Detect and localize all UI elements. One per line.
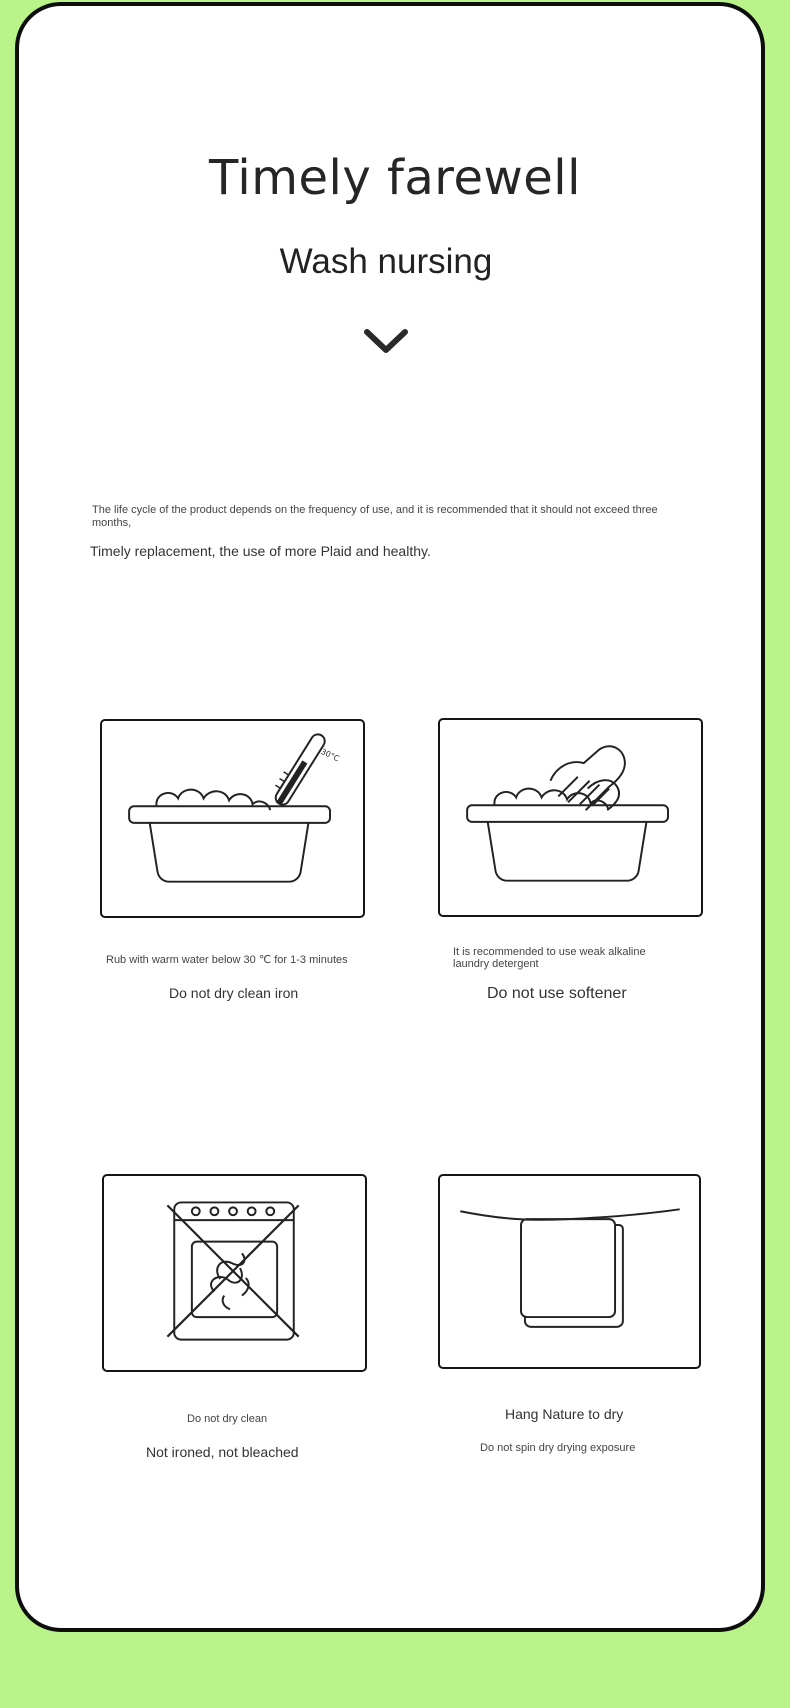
no-dryer-icon bbox=[104, 1176, 365, 1370]
care-caption-1: Rub with warm water below 30 ℃ for 1-3 minutes bbox=[106, 954, 348, 966]
care-label-2: Do not use softener bbox=[487, 985, 627, 1002]
care-panel-hang-dry bbox=[438, 1174, 701, 1369]
hanging-towel-icon bbox=[440, 1176, 699, 1367]
chevron-down-icon bbox=[363, 326, 409, 356]
basin-hands-icon bbox=[440, 720, 701, 915]
care-caption-3: Do not dry clean bbox=[187, 1413, 268, 1425]
care-label-1: Do not dry clean iron bbox=[169, 985, 299, 1001]
care-panel-detergent bbox=[438, 718, 703, 917]
lifecycle-note: The life cycle of the product depends on the frequency of use, and it is recommended that it should not exceed three months, bbox=[92, 504, 658, 529]
replacement-note: Timely replacement, the use of more Plaid and healthy. bbox=[90, 543, 431, 559]
page-title: Timely farewell bbox=[209, 150, 581, 206]
thermometer-label: 30°C bbox=[319, 746, 341, 764]
care-label-4: Do not spin dry drying exposure bbox=[480, 1442, 636, 1454]
care-panel-wash-temperature bbox=[100, 719, 365, 918]
care-label-3: Not ironed, not bleached bbox=[146, 1444, 299, 1460]
care-caption-4: Hang Nature to dry bbox=[505, 1406, 624, 1422]
care-caption-2: It is recommended to use weak alkaline laundry detergent bbox=[453, 946, 646, 970]
care-panel-no-dry-clean bbox=[102, 1174, 367, 1372]
page-subtitle: Wash nursing bbox=[279, 242, 493, 281]
basin-thermometer-icon bbox=[102, 721, 363, 916]
